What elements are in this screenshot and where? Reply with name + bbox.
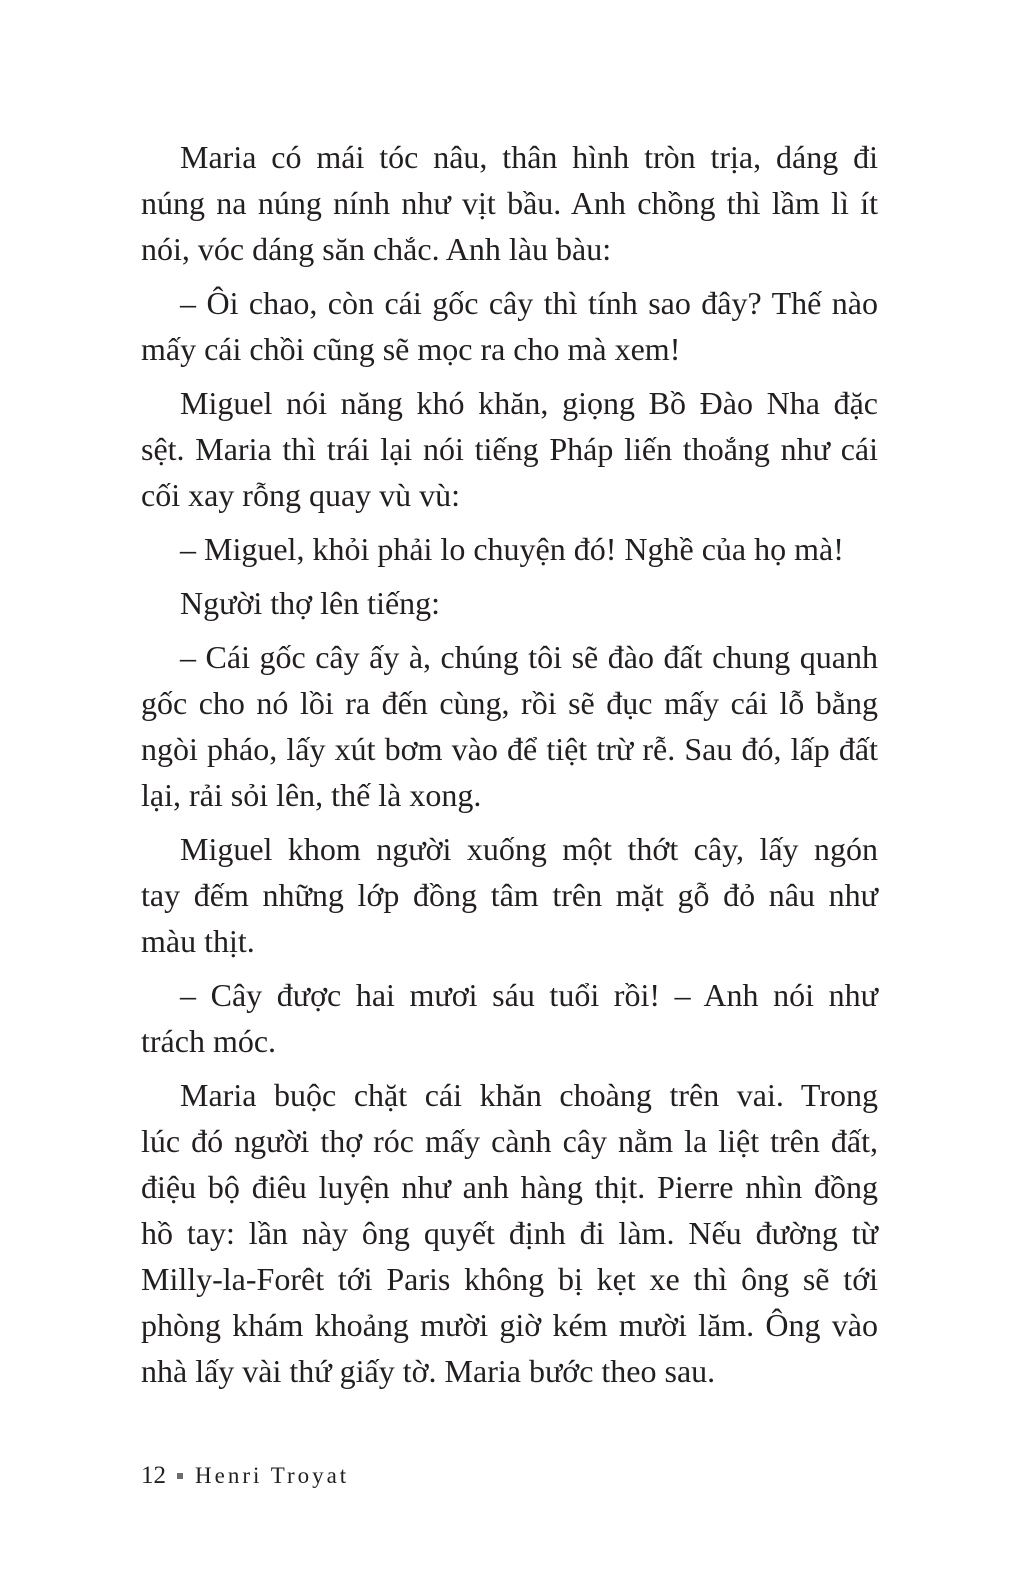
page-footer — [141, 1462, 349, 1490]
text-line: lúc đó người thợ róc mấy cành cây nằm la liệt trên đất, — [141, 1123, 878, 1159]
text-line: tay đếm những lớp đồng tâm trên mặt gỗ đỏ nâu như — [141, 877, 878, 913]
separator-bullet-icon — [177, 1473, 183, 1479]
text-line: mấy cái chồi cũng sẽ mọc ra cho mà xem! — [141, 331, 681, 367]
paragraph — [141, 280, 878, 372]
text-line: trách móc. — [141, 1023, 277, 1059]
text-line: màu thịt. — [141, 923, 255, 959]
text-line: núng na núng nính như vịt bầu. Anh chồng thì lầm lì ít — [141, 185, 878, 221]
text-line: – Cây được hai mươi sáu tuổi rồi! – Anh nói như — [180, 977, 878, 1013]
text-line: gốc cho nó lồi ra đến cùng, rồi sẽ đục mấy cái lỗ bằng — [141, 685, 878, 721]
paragraph — [141, 526, 878, 572]
paragraph — [141, 580, 878, 626]
text-line: – Cái gốc cây ấy à, chúng tôi sẽ đào đất chung quanh — [180, 639, 878, 675]
paragraph — [141, 826, 878, 964]
paragraph — [141, 634, 878, 818]
text-line: ngòi pháo, lấy xút bơm vào để tiệt trừ rễ. Sau đó, lấp đất — [141, 731, 878, 767]
text-line: – Ôi chao, còn cái gốc cây thì tính sao đây? Thế nào — [180, 285, 878, 321]
author-name: Henri Troyat — [195, 1463, 350, 1488]
paragraph — [141, 1072, 878, 1394]
text-line: Maria có mái tóc nâu, thân hình tròn trịa, dáng đi — [180, 139, 878, 175]
paragraph — [141, 134, 878, 272]
text-line: Milly-la-Forêt tới Paris không bị kẹt xe thì ông sẽ tới — [141, 1261, 878, 1297]
text-line: lại, rải sỏi lên, thế là xong. — [141, 777, 482, 813]
text-line: Người thợ lên tiếng: — [180, 585, 441, 621]
text-line: nhà lấy vài thứ giấy tờ. Maria bước theo sau. — [141, 1353, 716, 1389]
text-line: Miguel khom người xuống một thớt cây, lấy ngón — [180, 831, 878, 867]
text-line: Miguel nói năng khó khăn, giọng Bồ Đào Nha đặc — [180, 385, 878, 421]
text-line: – Miguel, khỏi phải lo chuyện đó! Nghề của họ mà! — [180, 531, 844, 567]
paragraph — [141, 972, 878, 1064]
text-line: cối xay rỗng quay vù vù: — [141, 477, 461, 513]
body-text — [141, 134, 878, 1402]
text-line: sệt. Maria thì trái lại nói tiếng Pháp liến thoắng như cái — [141, 431, 878, 467]
text-line: Maria buộc chặt cái khăn choàng trên vai. Trong — [180, 1077, 878, 1113]
text-line: nói, vóc dáng săn chắc. Anh làu bàu: — [141, 231, 612, 267]
paragraph — [141, 380, 878, 518]
text-line: hồ tay: lần này ông quyết định đi làm. Nếu đường từ — [141, 1215, 878, 1251]
text-line: phòng khám khoảng mười giờ kém mười lăm. Ông vào — [141, 1307, 878, 1343]
page-number: 12 — [141, 1462, 166, 1489]
text-line: điệu bộ điêu luyện như anh hàng thịt. Pierre nhìn đồng — [141, 1169, 878, 1205]
